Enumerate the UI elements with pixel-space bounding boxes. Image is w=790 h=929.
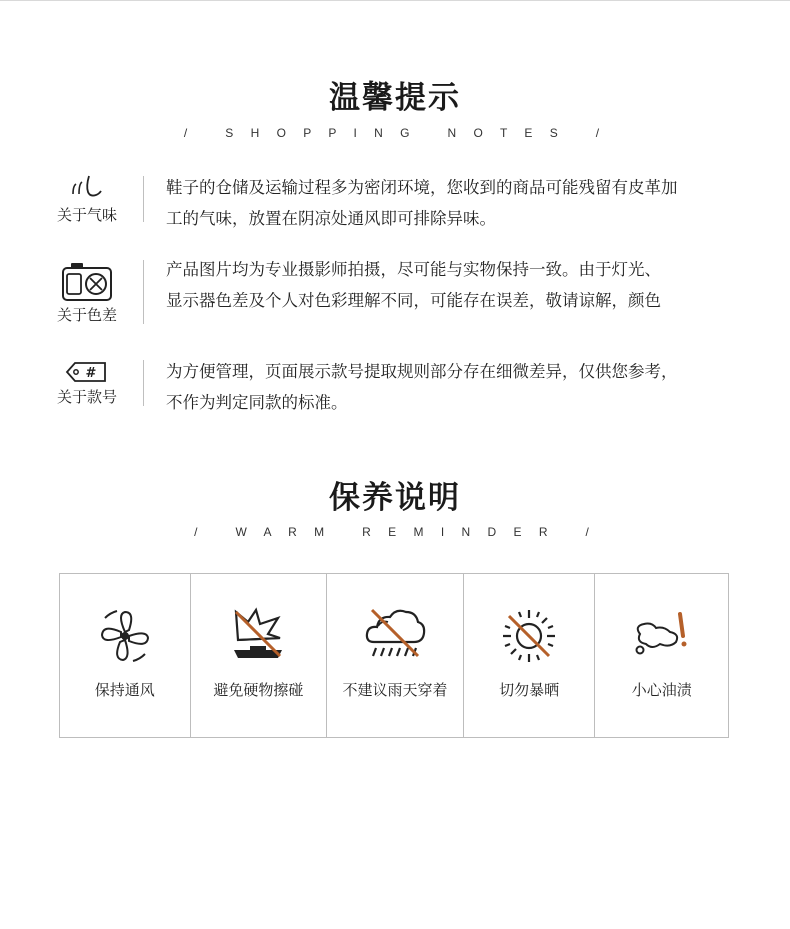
shopping-notes-subtitle: / S H O P P I N G N O T E S /	[183, 126, 607, 140]
note-text-style-number: 为方便管理，页面展示款号提取规则部分存在细微差异，仅供您参考， 不作为判定同款的标准。	[166, 362, 678, 412]
no-collision-icon	[228, 606, 288, 666]
note-divider	[143, 260, 144, 324]
care-item-oil-stain	[595, 574, 728, 737]
note-text-color: 产品图片均为专业摄影师拍摄，尽可能与实物保持一致。由于灯光、 显示器色差及个人对色彩理解不同，可能存在误差，敬请谅解，颜色	[166, 260, 661, 310]
care-label-oil-stain: 小心油渍	[631, 681, 692, 699]
care-label-ventilate: 保持通风	[94, 681, 155, 699]
svg-text:#: #	[85, 366, 97, 381]
care-item-ventilate	[60, 574, 191, 737]
note-label-style-number: 关于款号	[56, 388, 117, 406]
fan-icon	[95, 606, 155, 666]
no-sun-icon	[499, 606, 559, 666]
care-grid	[59, 573, 729, 738]
nose-smell-icon	[57, 172, 117, 202]
care-item-avoid-collision	[191, 574, 328, 737]
note-label-color: 关于色差	[56, 306, 117, 324]
care-title: 保养说明	[329, 480, 461, 516]
note-text-smell: 鞋子的仓储及运输过程多为密闭环境，您收到的商品可能残留有皮革加 工的气味，放置在阴凉处通风即可排除异味。	[166, 178, 678, 228]
oil-stain-icon	[630, 606, 694, 666]
note-label-smell: 关于气味	[56, 206, 117, 224]
top-divider	[0, 0, 790, 1]
note-divider	[143, 176, 144, 222]
care-subtitle: / W A R M R E M I N D E R /	[194, 525, 596, 539]
camera-icon	[61, 262, 113, 302]
care-item-no-rain	[327, 574, 464, 737]
price-tag-icon	[65, 360, 109, 384]
no-rain-icon	[364, 606, 426, 666]
care-item-no-sun	[464, 574, 596, 737]
note-divider	[143, 360, 144, 406]
care-label-no-sun: 切勿暴晒	[499, 681, 560, 699]
care-label-avoid-collision: 避免硬物擦碰	[213, 681, 304, 699]
shopping-notes-title: 温馨提示	[329, 80, 461, 116]
care-label-no-rain: 不建议雨天穿着	[342, 681, 448, 699]
